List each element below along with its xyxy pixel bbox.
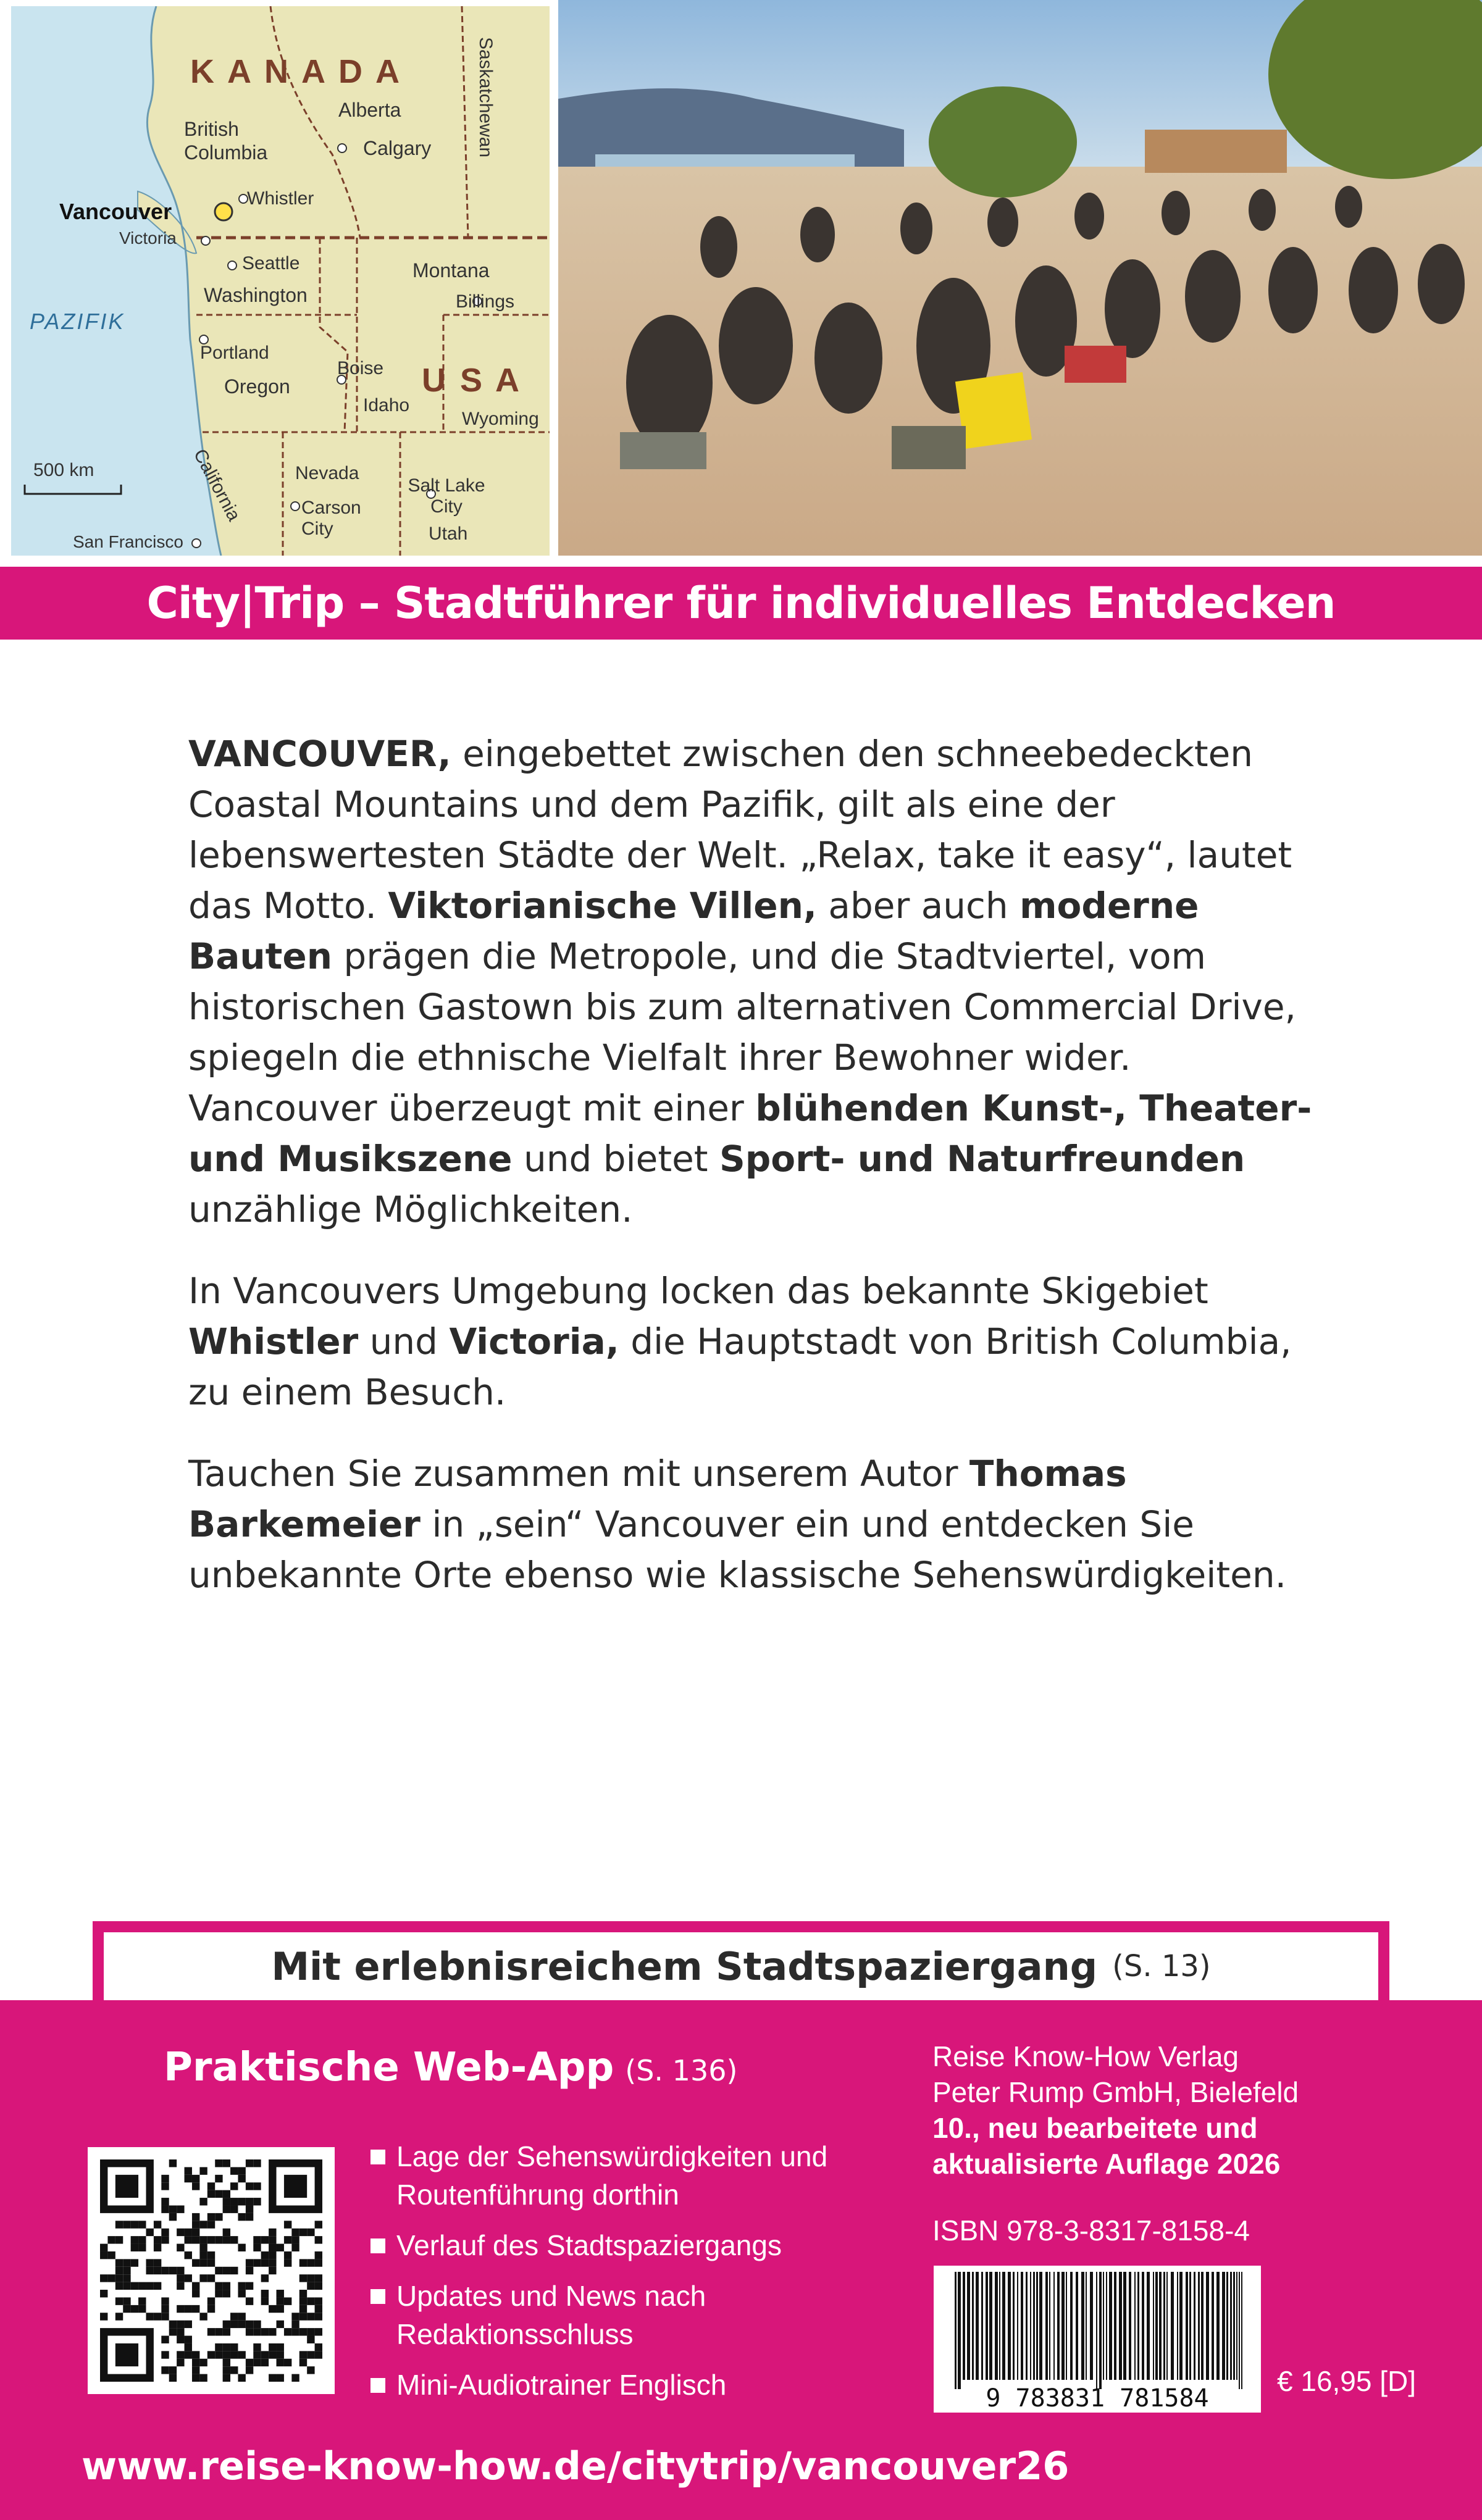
edition-line-2: aktualisierte Auflage 2026 <box>932 2148 1281 2180</box>
map-label-carson-city: Carson City <box>301 498 361 539</box>
map-label-kanada: K A N A D A <box>190 53 402 90</box>
highlight-whistler: Whistler <box>188 1320 359 1362</box>
beach-photo-graphic <box>558 0 1482 556</box>
qr-code-graphic <box>100 2159 322 2382</box>
text-span: unzählige Möglichkeiten. <box>188 1188 633 1230</box>
highlight-art-scene: blühenden Kunst-, Theater- und Musikszene <box>188 1087 1312 1180</box>
web-app-page: (S. 136) <box>625 2054 738 2087</box>
feature-text: Verlauf des Stadtspaziergangs <box>396 2229 782 2261</box>
text-span: die Hauptstadt von British Columbia, zu einem Besuch. <box>188 1320 1292 1413</box>
map-label-washington: Washington <box>204 284 308 306</box>
price: € 16,95 [D] <box>1277 2365 1417 2397</box>
map-label-california: California <box>189 446 245 525</box>
map-label-oregon: Oregon <box>224 375 290 398</box>
feature-item <box>371 2226 877 2264</box>
text-span: und bietet <box>512 1138 719 1180</box>
map-label-idaho: Idaho <box>363 395 410 415</box>
map-label-usa: U S A <box>422 362 522 399</box>
web-app-heading <box>164 2045 737 2090</box>
description-text <box>188 728 1318 1631</box>
city-walk-page: (S. 13) <box>1112 1949 1211 1984</box>
feature-item <box>371 2366 877 2404</box>
feature-item <box>371 2277 877 2353</box>
text-span: prägen die Metropole, und die Stadtviertel, vom historischen Gastown bis zum alternativen Commercial Drive, spiegeln die ethnische Vielfalt ihrer Bewohner wider. Vancouver überzeugt mit einer <box>188 935 1296 1129</box>
feature-text: Mini-Audiotrainer Englisch <box>396 2369 727 2401</box>
website-link[interactable]: www.reise-know-how.de/citytrip/vancouver26 <box>82 2443 1070 2489</box>
map-label-vancouver: Vancouver <box>59 199 172 224</box>
map-label-boise: Boise <box>337 358 384 378</box>
city-walk-box <box>104 1932 1378 2000</box>
feature-text: Updates und News nach Redaktionsschluss <box>396 2280 706 2350</box>
web-app-feature-list <box>371 2137 877 2416</box>
map-label-san-francisco: San Francisco <box>73 532 183 551</box>
description-paragraph-2 <box>188 1266 1318 1417</box>
map-label-pazifik: PAZIFIK <box>30 309 125 334</box>
map-label-utah: Utah <box>429 524 468 544</box>
text-span: und <box>358 1320 450 1362</box>
map-label-alberta: Alberta <box>338 99 401 121</box>
bullet-square-icon <box>371 2378 385 2393</box>
text-span: in „sein“ Vancouver ein und entdecken Sie unbekannte Orte ebenso wie klassische Sehenswürdigkeiten. <box>188 1503 1287 1596</box>
city-walk-title: Mit erlebnisreichem Stadtspaziergang <box>271 1943 1098 1989</box>
region-map <box>11 6 550 556</box>
map-label-whistler: Whistler <box>247 188 314 209</box>
qr-code[interactable] <box>88 2147 335 2394</box>
map-label-billings: Billings <box>456 291 515 312</box>
map-scale-label: 500 km <box>33 460 94 480</box>
series-banner: City|Trip – Stadtführer für individuelles Entdecken <box>0 567 1482 640</box>
barcode-graphic <box>934 2266 1261 2413</box>
publisher-name: Reise Know-How Verlag <box>932 2040 1239 2072</box>
bullet-square-icon <box>371 2289 385 2304</box>
description-paragraph-1 <box>188 728 1318 1235</box>
highlight-sport-nature: Sport- und Naturfreunden <box>719 1138 1245 1180</box>
bullet-square-icon <box>371 2238 385 2253</box>
bullet-square-icon <box>371 2150 385 2164</box>
beach-photo <box>558 0 1482 556</box>
ean-barcode <box>934 2266 1261 2413</box>
edition-line-1: 10., neu bearbeitete und <box>932 2112 1258 2144</box>
map-label-wyoming: Wyoming <box>462 409 539 429</box>
publisher-company: Peter Rump GmbH, Bielefeld <box>932 2076 1299 2108</box>
map-label-salt-lake-city: Salt Lake City <box>408 475 485 517</box>
map-label-victoria: Victoria <box>119 228 177 248</box>
highlight-author: Thomas Barkemeier <box>188 1453 1127 1545</box>
feature-item <box>371 2137 877 2214</box>
map-label-seattle: Seattle <box>242 253 300 273</box>
publisher-info <box>932 2038 1439 2182</box>
web-app-title: Praktische Web-App <box>164 2045 614 2090</box>
cover-top-images <box>0 0 1482 567</box>
highlight-modern-buildings: moderne Bauten <box>188 885 1199 977</box>
text-span: In Vancouvers Umgebung locken das bekannte Skigebiet <box>188 1270 1208 1312</box>
isbn: ISBN 978-3-8317-8158-4 <box>932 2214 1250 2247</box>
map-label-nevada: Nevada <box>295 463 359 483</box>
feature-text: Lage der Sehenswürdigkeiten und Routenführung dorthin <box>396 2140 828 2211</box>
map-label-montana: Montana <box>412 259 490 282</box>
description-paragraph-3 <box>188 1448 1318 1600</box>
barcode-digits: 9 783831 781584 <box>986 2384 1209 2413</box>
text-span: Tauchen Sie zusammen mit unserem Autor <box>188 1453 969 1495</box>
map-label-portland: Portland <box>200 343 269 363</box>
highlight-villas: Viktorianische Villen, <box>388 885 817 927</box>
map-label-british-columbia: British Columbia <box>184 118 268 164</box>
highlight-victoria: Victoria, <box>449 1320 619 1362</box>
text-span: aber auch <box>816 885 1020 927</box>
highlight-vancouver: VANCOUVER, <box>188 733 451 775</box>
map-label-calgary: Calgary <box>363 137 432 159</box>
map-label-saskatchewan: Saskatchewan <box>475 37 496 158</box>
text-span: eingebettet zwischen den schneebedeckten Coastal Mountains und dem Pazifik, gilt als eine der lebenswertesten Städte der Welt. „Relax, take it easy“, lautet das Motto. <box>188 733 1292 927</box>
